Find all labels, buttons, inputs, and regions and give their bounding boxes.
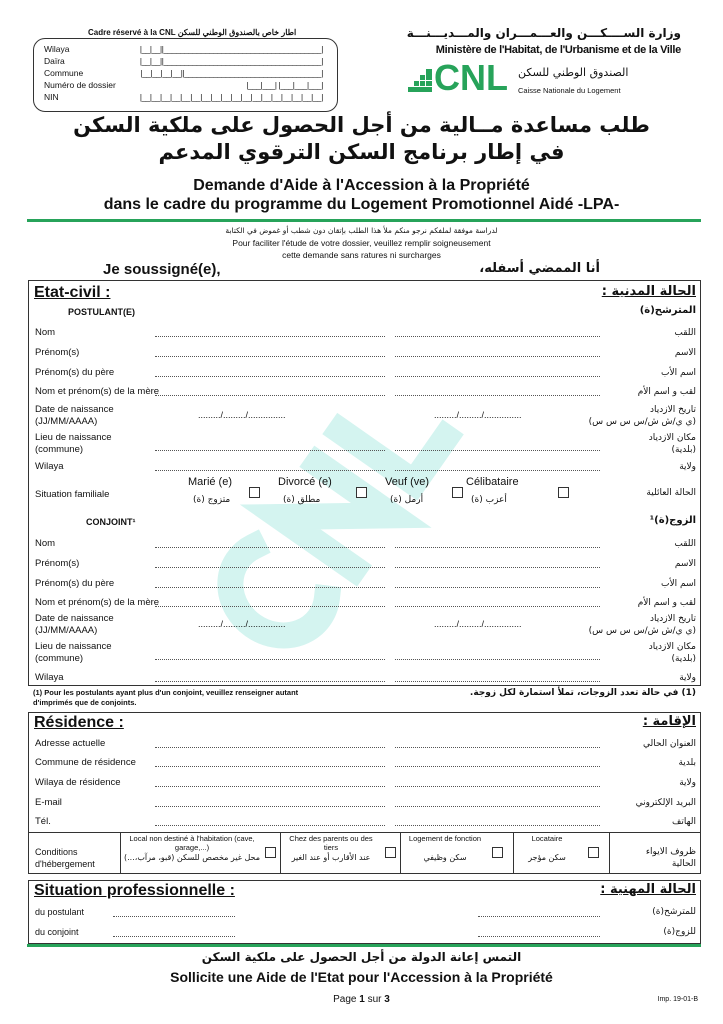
- footer-fr: Sollicite une Aide de l'Etat pour l'Accession à la Propriété: [170, 969, 553, 985]
- residence-label-fr: Wilaya de résidence: [35, 777, 121, 788]
- cnl-logo: [408, 57, 508, 98]
- situation-option-ar: متزوج (ة): [193, 495, 231, 505]
- conjoint-field-fr[interactable]: [155, 567, 385, 568]
- postulant-field-ar[interactable]: [395, 336, 600, 337]
- situation-option-ar: مطلق (ة): [283, 495, 321, 505]
- undersigned-ar: أنا الممضي أسفله،: [479, 261, 600, 276]
- conjoint-label-ar: تاريخ الازدياد (ي ي/ش ش/س س س س): [588, 614, 696, 636]
- conditions-label-ar: ظروف الايواء الحالية: [645, 847, 696, 869]
- conjoint-label-fr: Wilaya: [35, 672, 64, 683]
- conjoint-label-fr: Date de naissance (JJ/MM/AAAA): [35, 613, 114, 636]
- postulant-label-ar: ولاية: [679, 462, 696, 472]
- cnl-field-label: Wilaya: [44, 44, 70, 54]
- cnl-field-boxes[interactable]: |___|___| |___|___|___|: [246, 81, 323, 90]
- conjoint-field-ar[interactable]: [395, 587, 600, 588]
- cnl-field-label: NIN: [44, 92, 59, 102]
- cnl-logo-text: CNL: [434, 57, 508, 98]
- situation-pro-label-ar: للمترشح(ة): [652, 907, 696, 917]
- postulant-field-fr[interactable]: [155, 356, 385, 357]
- page-number: 1: [359, 994, 365, 1005]
- residence-field-fr[interactable]: [155, 747, 385, 748]
- situation-option-ar: أعزب (ة): [471, 495, 507, 505]
- residence-label-ar: بلدية: [678, 758, 696, 768]
- cnl-field-boxes[interactable]: |__|__|__|__|__|__|__|__|__|__|__|__|__|__|__|__|__|__|: [139, 93, 323, 102]
- postulant-field-ar[interactable]: [395, 450, 600, 451]
- etat-civil-title-ar: الحالة المدنية :: [601, 284, 696, 299]
- postulant-label-fr: Wilaya: [35, 461, 64, 472]
- situation-label-fr: Situation familiale: [35, 489, 110, 500]
- conditions-option-fr: Logement de fonction: [408, 834, 482, 843]
- conditions-checkbox[interactable]: [265, 847, 276, 858]
- conditions-option-ar: عند الأقارب أو عند الغير: [291, 853, 371, 862]
- divider: [27, 219, 701, 222]
- conjoint-label-fr: Lieu de naissance (commune): [35, 641, 112, 664]
- title-fr-1: Demande d'Aide à l'Accession à la Propriété: [193, 177, 530, 194]
- conjoint-field-fr[interactable]: [155, 659, 385, 660]
- footnote-fr: (1) Pour les postulants ayant plus d'un conjoint, veuillez renseigner autant d'imprimés que de conjoints.: [33, 688, 299, 707]
- conditions-option-ar: سكن وظيفي: [423, 853, 467, 862]
- conjoint-field-fr[interactable]: [155, 587, 385, 588]
- notice-fr-2: cette demande sans ratures ni surcharges: [282, 250, 441, 260]
- postulant-label-ar: اللقب: [674, 328, 696, 338]
- residence-field-fr[interactable]: [155, 825, 385, 826]
- conditions-divider-vertical: [609, 832, 610, 874]
- page-indicator: [0, 994, 723, 1005]
- ministry-ar: وزارة الســــكـــن والعـــمـــران والمـــديـــنـــة: [406, 26, 681, 40]
- situation-option-fr: Divorcé (e): [278, 476, 332, 488]
- page-prefix: Page: [333, 994, 357, 1005]
- conditions-option-fr: Local non destiné à l'habitation (cave, garage,...): [129, 834, 255, 852]
- conjoint-label-ar: ولاية: [679, 673, 696, 683]
- conditions-option-fr: Locataire: [531, 834, 563, 843]
- situation-option-fr: Veuf (ve): [385, 476, 430, 488]
- conditions-divider: [28, 832, 701, 833]
- situation-checkbox[interactable]: [452, 487, 463, 498]
- situation-pro-label-fr: du postulant: [35, 907, 85, 917]
- conditions-checkbox[interactable]: [492, 847, 503, 858]
- page-total: 3: [384, 994, 390, 1005]
- postulant-field-ar[interactable]: [395, 395, 600, 396]
- conjoint-field-fr[interactable]: [155, 681, 385, 682]
- conjoint-field-ar[interactable]: [395, 567, 600, 568]
- postulant-label-ar: مكان الازدياد (بلدية): [648, 433, 696, 455]
- conjoint-label-ar: اللقب: [674, 539, 696, 549]
- situation-pro-field-ar[interactable]: [478, 936, 600, 937]
- footnote-ar: (1) في حالة تعدد الزوجات، تملأ استمارة لكل زوجة.: [469, 688, 696, 698]
- conjoint-field-ar[interactable]: [395, 681, 600, 682]
- conjoint-heading-ar: الزوج(ة)¹: [649, 515, 696, 526]
- situation-pro-title-fr: Situation professionnelle :: [34, 882, 235, 899]
- postulant-date-fr[interactable]: ........./........./...............: [198, 410, 286, 420]
- residence-field-ar[interactable]: [395, 806, 600, 807]
- cnl-field-label: Commune: [44, 68, 84, 78]
- situation-label-ar: الحالة العائلية: [646, 488, 696, 498]
- residence-title-ar: الإقامة :: [642, 714, 696, 729]
- residence-label-fr: Tél.: [35, 816, 51, 827]
- conjoint-date-ar[interactable]: ........./........./...............: [434, 619, 522, 629]
- situation-option-fr: Célibataire: [466, 476, 519, 488]
- etat-civil-title-fr: Etat-civil :: [34, 284, 111, 301]
- postulant-label-fr: Prénom(s): [35, 347, 80, 358]
- residence-label-ar: ولاية: [679, 778, 696, 788]
- postulant-field-fr[interactable]: [155, 336, 385, 337]
- footer-divider: [27, 944, 701, 947]
- residence-label-ar: الهاتف: [672, 817, 696, 827]
- notice-ar: لدراسة موفقة لملفكم نرجو منكم ملأ هذا الطلب بإتقان دون شطب أو غموض في الكتابة: [225, 226, 498, 235]
- situation-pro-label-fr: du conjoint: [35, 927, 79, 937]
- situation-pro-field-ar[interactable]: [478, 916, 600, 917]
- postulant-field-fr[interactable]: [155, 450, 385, 451]
- conditions-option-fr: Chez des parents ou des tiers: [289, 834, 373, 852]
- conditions-option-ar: سكن مؤجر: [528, 853, 566, 862]
- form-reference: Imp. 19-01-B: [657, 996, 698, 1003]
- postulant-field-ar[interactable]: [395, 356, 600, 357]
- cnl-name-fr: Caisse Nationale du Logement: [518, 86, 621, 95]
- postulant-label-fr: Date de naissance (JJ/MM/AAAA): [35, 404, 114, 427]
- situation-checkbox[interactable]: [249, 487, 260, 498]
- residence-field-fr[interactable]: [155, 786, 385, 787]
- postulant-field-ar[interactable]: [395, 376, 600, 377]
- postulant-label-ar: تاريخ الازدياد (ي ي/ش ش/س س س س): [588, 405, 696, 427]
- cnl-field-label: Daïra: [44, 56, 65, 66]
- conjoint-label-ar: الاسم: [674, 559, 696, 569]
- residence-field-ar[interactable]: [395, 825, 600, 826]
- conjoint-label-fr: Prénom(s): [35, 558, 80, 569]
- conjoint-field-ar[interactable]: [395, 547, 600, 548]
- conjoint-label-ar: لقب و اسم الأم: [637, 598, 696, 608]
- conjoint-label-ar: مكان الازدياد (بلدية): [648, 642, 696, 664]
- conjoint-field-ar[interactable]: [395, 659, 600, 660]
- conjoint-heading-fr: CONJOINT¹: [86, 517, 136, 527]
- conditions-divider-vertical: [513, 832, 514, 874]
- conjoint-label-fr: Nom et prénom(s) de la mère: [35, 597, 160, 608]
- conditions-divider-vertical: [120, 832, 121, 874]
- situation-pro-field-fr[interactable]: [113, 936, 235, 937]
- conditions-divider-vertical: [280, 832, 281, 874]
- conjoint-field-fr[interactable]: [155, 606, 385, 607]
- postulant-label-fr: Lieu de naissance (commune): [35, 432, 112, 455]
- situation-checkbox[interactable]: [558, 487, 569, 498]
- postulant-heading-ar: المترشح(ة): [639, 305, 696, 316]
- conditions-checkbox[interactable]: [385, 847, 396, 858]
- postulant-date-ar[interactable]: ........./........./...............: [434, 410, 522, 420]
- conjoint-field-fr[interactable]: [155, 547, 385, 548]
- cnl-field-boxes[interactable]: |__|__||______________________________________|: [139, 57, 323, 66]
- postulant-label-ar: لقب و اسم الأم: [637, 387, 696, 397]
- ministry-fr: Ministère de l'Habitat, de l'Urbanisme et de la Ville: [435, 44, 681, 56]
- situation-option-fr: Marié (e): [188, 476, 233, 488]
- residence-label-fr: Adresse actuelle: [35, 738, 106, 749]
- postulant-field-fr[interactable]: [155, 376, 385, 377]
- postulant-field-fr[interactable]: [155, 395, 385, 396]
- situation-pro-label-ar: للزوج(ة): [663, 927, 696, 937]
- postulant-field-fr[interactable]: [155, 470, 385, 471]
- cnl-box-title: Cadre réservé à la CNL اطار خاص بالصندوق الوطني للسكن: [88, 28, 297, 37]
- situation-option-ar: أرمل (ة): [390, 495, 424, 505]
- cnl-field-label: Numéro de dossier: [44, 80, 116, 90]
- residence-field-fr[interactable]: [155, 766, 385, 767]
- title-fr-2: dans le cadre du programme du Logement Promotionnel Aidé -LPA-: [103, 196, 620, 213]
- cnl-field-boxes[interactable]: |__|__||______________________________________|: [139, 45, 323, 54]
- conjoint-date-fr[interactable]: ........./........./...............: [198, 619, 286, 629]
- postulant-heading-fr: POSTULANT(E): [68, 307, 135, 317]
- residence-label-fr: E-mail: [35, 797, 62, 808]
- conjoint-label-ar: اسم الأب: [661, 579, 696, 589]
- conditions-checkbox[interactable]: [588, 847, 599, 858]
- conditions-divider-vertical: [400, 832, 401, 874]
- residence-label-ar: البريد الإلكتروني: [635, 798, 696, 808]
- undersigned-fr: Je soussigné(e),: [103, 261, 221, 278]
- residence-title-fr: Résidence :: [34, 714, 124, 731]
- cnl-logo-blocks-icon: [408, 67, 434, 93]
- title-ar-1: طلب مساعدة مــالية من أجل الحصول على ملكية السكن: [73, 113, 650, 137]
- cnl-name-ar: الصندوق الوطني للسكن: [518, 66, 629, 79]
- conditions-option-ar: محل غير مخصص للسكن (قبو، مرآب،...): [123, 853, 260, 862]
- postulant-label-fr: Nom: [35, 327, 56, 338]
- notice-fr-1: Pour faciliter l'étude de votre dossier, veuillez remplir soigneusement: [232, 238, 491, 248]
- conjoint-label-fr: Nom: [35, 538, 56, 549]
- postulant-label-ar: الاسم: [674, 348, 696, 358]
- situation-pro-title-ar: الحالة المهنية :: [600, 882, 696, 897]
- residence-field-ar[interactable]: [395, 786, 600, 787]
- postulant-field-ar[interactable]: [395, 470, 600, 471]
- residence-label-ar: العنوان الحالي: [643, 739, 696, 749]
- conjoint-field-ar[interactable]: [395, 606, 600, 607]
- page-sep: sur: [367, 994, 382, 1005]
- postulant-label-ar: اسم الأب: [661, 368, 696, 378]
- cnl-field-boxes[interactable]: |__|__|__|__||_________________________________|: [140, 69, 323, 78]
- situation-pro-field-fr[interactable]: [113, 916, 235, 917]
- residence-label-fr: Commune de résidence: [35, 757, 136, 768]
- residence-field-ar[interactable]: [395, 766, 600, 767]
- title-ar-2: في إطار برنامج السكن الترقوي المدعم: [158, 140, 565, 164]
- footer-ar: التمس إعانة الدولة من أجل الحصول على ملكية السكن: [201, 950, 522, 964]
- postulant-label-fr: Nom et prénom(s) de la mère: [35, 386, 160, 397]
- situation-checkbox[interactable]: [356, 487, 367, 498]
- conjoint-label-fr: Prénom(s) du père: [35, 578, 115, 589]
- residence-field-fr[interactable]: [155, 806, 385, 807]
- conditions-label-fr: Conditions d'hébergement: [35, 847, 95, 869]
- residence-field-ar[interactable]: [395, 747, 600, 748]
- postulant-label-fr: Prénom(s) du père: [35, 367, 115, 378]
